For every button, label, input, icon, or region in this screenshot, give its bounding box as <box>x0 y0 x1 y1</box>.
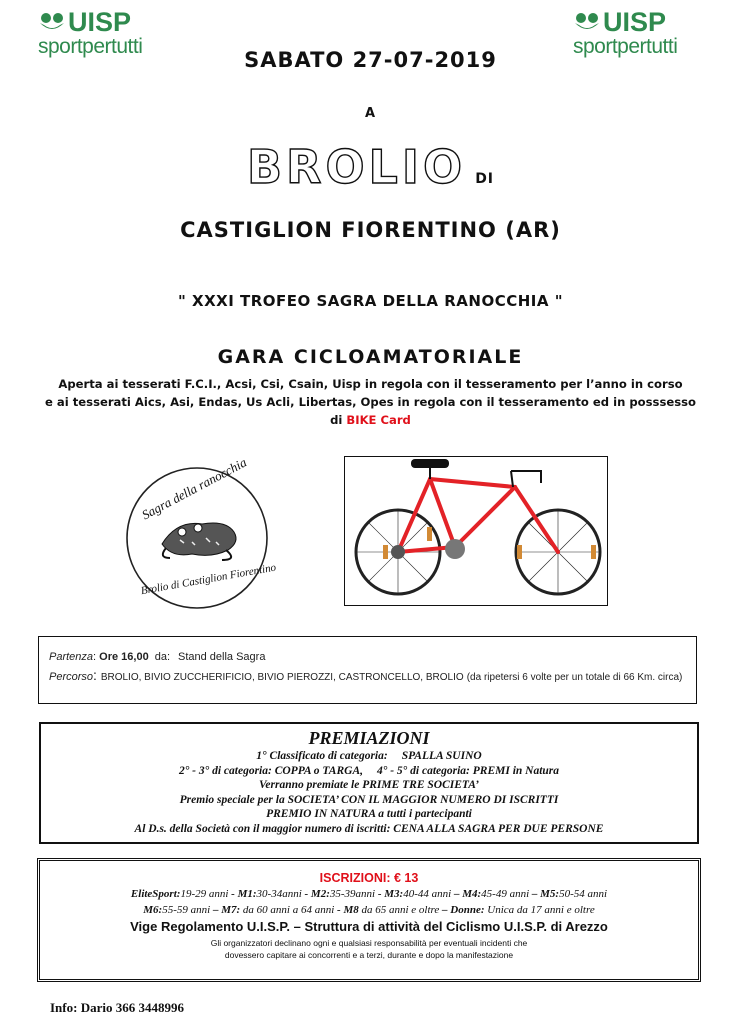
event-date: SABATO 27-07-2019 <box>244 48 497 72</box>
header-a: A <box>364 106 377 121</box>
uisp-tagline: sportpertutti <box>38 35 143 58</box>
prize-line-6: Al D.s. della Società con il maggior numero di iscritti: CENA ALLA SAGRA PER DUE PERSONE <box>134 822 604 835</box>
uisp-tagline: sportpertutti <box>573 35 678 58</box>
start-line: Partenza: Ore 16,00 da: Stand della Sagra <box>49 651 266 663</box>
categories-line-2: M6:55-59 anni – M7: da 60 anni a 64 anni - M8 da 65 anni e oltre – Donne: Unica da 17 anni e oltre <box>143 904 595 916</box>
categories-line-1: EliteSport:19-29 anni - M1:30-34anni - M2:35-39anni - M3:40-44 anni – M4:45-49 anni – M5:50-54 anni <box>130 888 608 900</box>
race-type: GARA CICLOAMATORIALE <box>217 346 524 368</box>
regulation-line: Vige Regolamento U.I.S.P. – Struttura di attività del Ciclismo U.I.S.P. di Arezzo <box>130 919 608 934</box>
course-line: Percorso: BROLIO, BIVIO ZUCCHERIFICIO, BIVIO PIEROZZI, CASTRONCELLO, BROLIO (da ripetersi 6 volte per un totale di 66 Km. circa) <box>49 667 683 683</box>
place-heading <box>0 140 741 194</box>
disclaimer-line-2: dovessero capitare ai concorrenti e a terzi, durante e dopo la manifestazione <box>224 950 514 960</box>
eligibility-line-1: Aperta ai tesserati F.C.I., Acsi, Csi, Csain, Uisp in regola con il tesseramento per l’anno in corso <box>58 377 683 391</box>
prizes-box <box>39 722 699 844</box>
start-label: Partenza <box>49 651 94 663</box>
eligibility-line-3: di BIKE Card <box>330 413 411 427</box>
sagra-logo-top-text: Sagra della ranocchia <box>139 454 249 523</box>
bicycle-icon <box>345 457 607 605</box>
uisp-emblem-icon <box>573 11 601 33</box>
town-name: CASTIGLION FIORENTINO (AR) <box>180 218 561 242</box>
uisp-brand-text: UISP <box>68 7 132 37</box>
route-box <box>38 636 697 704</box>
uisp-brand-text: UISP <box>603 7 667 37</box>
bike-card-highlight: BIKE Card <box>346 413 411 427</box>
trophy-title: " XXXI TROFEO SAGRA DELLA RANOCCHIA " <box>177 292 564 310</box>
sagra-logo-bottom-text: Brolio di Castiglion Fiorentino <box>139 561 277 598</box>
disclaimer-line-1: Gli organizzatori declinano ogni e qualsiasi responsabilità per eventuali incidenti che <box>210 938 528 948</box>
prizes-title: PREMIAZIONI <box>308 728 430 748</box>
prize-line-2: 2° - 3° di categoria: COPPA o TARGA, 4° - 5° di categoria: PREMI in Natura <box>178 764 560 777</box>
prize-line-5: PREMIO IN NATURA a tutti i partecipanti <box>266 808 472 820</box>
prize-line-3: Verranno premiate le PRIME TRE SOCIETA’ <box>259 779 479 791</box>
start-place: Stand della Sagra <box>178 651 266 663</box>
prize-line-1: 1° Classificato di categoria: SPALLA SUINO <box>256 750 482 762</box>
place-di: DI <box>475 171 495 187</box>
sagra-logo <box>122 454 277 612</box>
course-note: (da ripetersi 6 volte per un totale di 66 Km. circa) <box>466 672 683 683</box>
prize-line-4: Premio speciale per la SOCIETA’ CON IL MAGGIOR NUMERO DI ISCRITTI <box>179 793 559 806</box>
eligibility-line-2: e ai tesserati Aics, Asi, Endas, Us Acli, Libertas, Opes in regola con il tesseramento ed in posssesso <box>45 395 696 409</box>
info-contact: Info: Dario 366 3448996 <box>50 1000 184 1015</box>
bicycle-image <box>344 456 608 606</box>
course-places: BROLIO, BIVIO ZUCCHERIFICIO, BIVIO PIEROZZI, CASTRONCELLO, BROLIO <box>100 672 464 683</box>
uisp-emblem-icon <box>38 11 66 33</box>
start-time: Ore 16,00 <box>99 651 149 663</box>
registration-box <box>37 858 701 982</box>
place-name: BROLIO <box>246 140 467 194</box>
eligibility-text <box>0 375 741 429</box>
registration-fee: ISCRIZIONI: € 13 <box>319 871 419 885</box>
course-label: Percorso <box>49 671 94 683</box>
